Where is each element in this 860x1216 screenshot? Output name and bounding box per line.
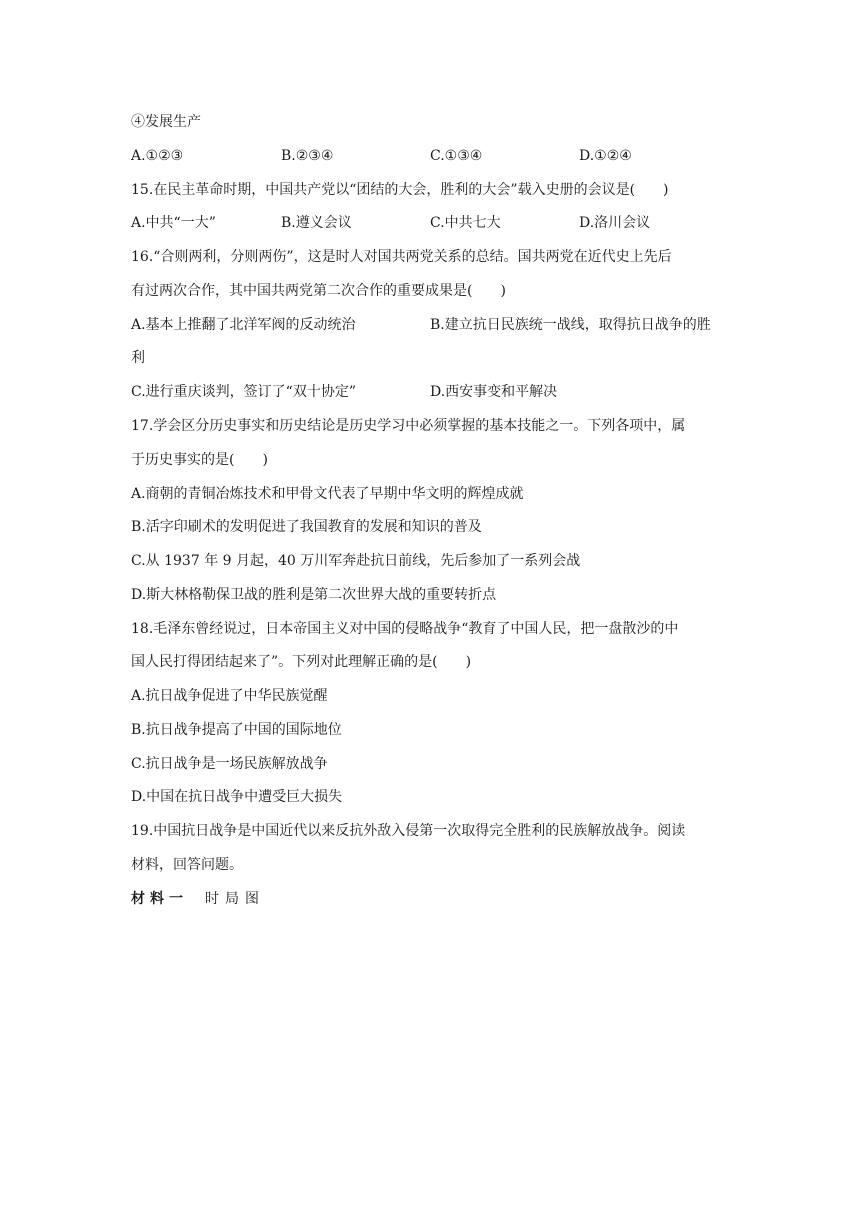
question-18-line2: 国人民打得团结起来了”。下列对此理解正确的是( ) [131,654,472,670]
option-d: D.西安事变和平解决 [430,384,558,400]
option-a: A.中共“一大” [131,215,216,231]
question-18-option-a: A.抗日战争促进了中华民族觉醒 [131,688,328,704]
question-17-option-c: C.从 1937 年 9 月起，40 万川军奔赴抗日前线，先后参加了一系列会战 [131,553,581,569]
question-17-option-d: D.斯大林格勒保卫战的胜利是第二次世界大战的重要转折点 [131,587,497,603]
text-line: ④发展生产 [131,114,201,130]
question-17-option-a: A.商朝的青铜冶炼技术和甲骨文代表了早期中华文明的辉煌成就 [131,486,524,502]
option-b: B.建立抗日民族统一战线，取得抗日战争的胜 [430,317,711,333]
question-18-option-b: B.抗日战争提高了中国的国际地位 [131,722,342,738]
option-d: D.洛川会议 [579,215,651,231]
question-16-line2: 有过两次合作，其中国共两党第二次合作的重要成果是( ) [131,283,506,299]
option-d: D.①②④ [579,148,632,164]
question-18-option-d: D.中国在抗日战争中遭受巨大损失 [131,789,343,805]
option-a: A.基本上推翻了北洋军阀的反动统治 [131,317,356,333]
question-18-line1: 18.毛泽东曾经说过，日本帝国主义对中国的侵略战争“教育了中国人民，把一盘散沙的中 [131,621,679,637]
option-c: C.①③④ [430,148,483,164]
question-17-line1: 17.学会区分历史事实和历史结论是历史学习中必须掌握的基本技能之一。下列各项中，属 [131,418,686,434]
material-label: 材料一 [131,891,188,907]
material-title: 时局图 [205,891,265,907]
question-19-line2: 材料，回答问题。 [131,857,243,873]
question-17-option-b: B.活字印刷术的发明促进了我国教育的发展和知识的普及 [131,519,482,535]
option-c: C.中共七大 [430,215,501,231]
question-15: 15.在民主革命时期，中国共产党以“团结的大会，胜利的大会”载入史册的会议是( ) [131,182,669,198]
option-c: C.进行重庆谈判，签订了“双十协定” [131,384,356,400]
option-a: A.①②③ [131,148,184,164]
option-b: B.②③④ [281,148,334,164]
question-17-line2: 于历史事实的是( ) [131,452,268,468]
question-18-option-c: C.抗日战争是一场民族解放战争 [131,756,328,772]
option-b: B.遵义会议 [281,215,352,231]
question-19-line1: 19.中国抗日战争是中国近代以来反抗外敌入侵第一次取得完全胜利的民族解放战争。阅读 [131,823,686,839]
option-b-wrap: 利 [131,350,145,366]
question-16-line1: 16.“合则两利，分则两伤”，这是时人对国共两党关系的总结。国共两党在近代史上先后 [131,249,672,265]
